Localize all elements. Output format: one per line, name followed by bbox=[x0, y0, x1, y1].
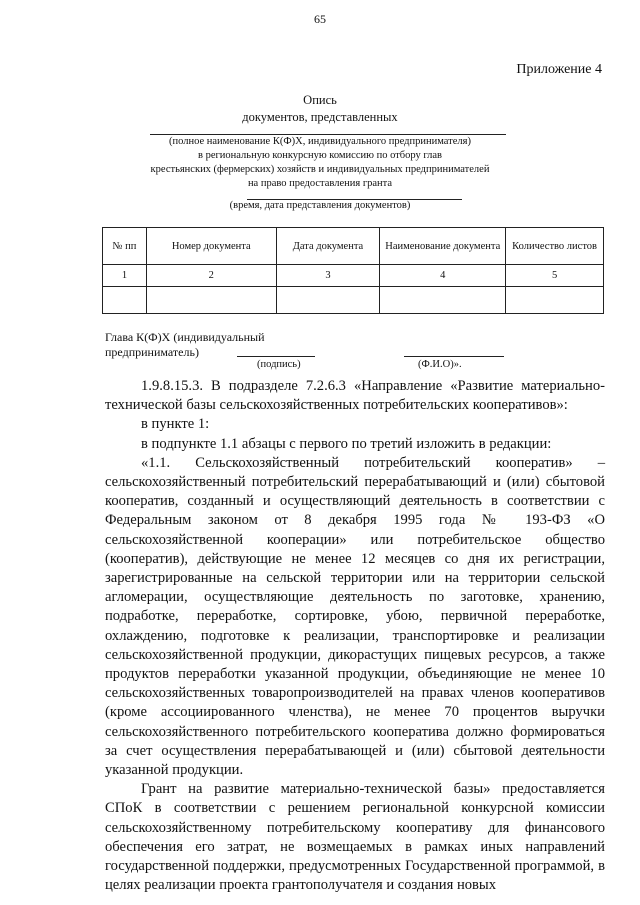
table-cell: 2 bbox=[146, 265, 276, 287]
table-cell bbox=[146, 287, 276, 314]
table-row bbox=[103, 265, 604, 287]
page-number: 65 bbox=[314, 12, 326, 26]
name-caption: (Ф.И.О)». bbox=[418, 359, 462, 370]
table-cell: 4 bbox=[380, 265, 506, 287]
appendix-label: Приложение 4 bbox=[516, 62, 602, 77]
time-caption: (время, дата представления документов) bbox=[229, 200, 411, 211]
column-header: Дата документа bbox=[276, 228, 380, 265]
table-header-row bbox=[103, 228, 604, 265]
paragraph: в пункте 1: bbox=[141, 416, 210, 433]
full-name-caption: (полное наименование К(Ф)Х, индивидуального предпринимателя) в региональную конкурсную комиссию по отбору глав крестьянских (фермерских) хозяйств и индивидуальных предпринимателей на право предоставления гранта bbox=[150, 136, 490, 189]
table-cell: 1 bbox=[103, 265, 147, 287]
table-cell bbox=[506, 287, 604, 314]
name-fill-line bbox=[404, 356, 504, 357]
column-header: Количество листов bbox=[506, 228, 604, 265]
table-cell bbox=[276, 287, 380, 314]
table-row bbox=[103, 287, 604, 314]
body-text bbox=[105, 377, 605, 895]
paragraph: 1.9.8.15.3. В подразделе 7.2.6.3 «Направление «Развитие материально-технической базы сельскохозяйственных потребительских кооперативов»: bbox=[105, 378, 605, 414]
paragraph: Грант на развитие материально-технической базы» предоставляется СПоК в соответствии с решением региональной конкурсной комиссии сельскохозяйственному потребительскому кооперативу для финансового обеспечения его затрат, не возмещаемых в рамках иных направлений государственной поддержки, предусмотренных Государственной программой, в целях реализации проекта грантополучателя и создания новых bbox=[105, 781, 605, 894]
table-cell bbox=[103, 287, 147, 314]
documents-table bbox=[102, 227, 604, 314]
signature-fill-line bbox=[237, 356, 315, 357]
document-title: Опись bbox=[303, 93, 337, 107]
column-header: Номер документа bbox=[146, 228, 276, 265]
head-signature-label: Глава К(Ф)Х (индивидуальный предприниматель) bbox=[105, 330, 265, 359]
column-header: № пп bbox=[103, 228, 147, 265]
column-header: Наименование документа bbox=[380, 228, 506, 265]
paragraph: в подпункте 1.1 абзацы с первого по третий изложить в редакции: bbox=[141, 435, 552, 452]
signature-caption: (подпись) bbox=[257, 359, 301, 370]
table-cell: 5 bbox=[506, 265, 604, 287]
table-cell: 3 bbox=[276, 265, 380, 287]
document-subtitle: документов, представленных bbox=[242, 110, 398, 124]
table-cell bbox=[380, 287, 506, 314]
paragraph: «1.1. Сельскохозяйственный потребительский кооператив» – сельскохозяйственный потребительский перерабатывающий и (или) сбытовой кооператив, созданный и осуществляющий деятельность в соответствии с Федеральным законом от 8 декабря 1995 года № 193-ФЗ «О сельскохозяйственной кооперации» или потребительское общество (кооператив), действующие не менее 12 месяцев со дня их регистрации, зарегистрированные на сельской территории или на территории сельской агломерации, осуществляющие деятельность по заготовке, хранению, подработке, переработке, сортировке, убою, первичной переработке, охлаждению, подготовке к реализации, транспортировке и реализации сельскохозяйственной продукции, дикорастущих пищевых ресурсов, а также продуктов переработки указанной продукции, объединяющие не менее 10 сельскохозяйственных товаропроизводителей на правах членов кооперативов (кроме ассоциированного членства), не менее 70 процентов выручки сельскохозяйственного потребительского кооператива должно формироваться за счет осуществления перерабатывающей и (или) сбытовой деятельности указанной продукции. bbox=[105, 454, 605, 779]
